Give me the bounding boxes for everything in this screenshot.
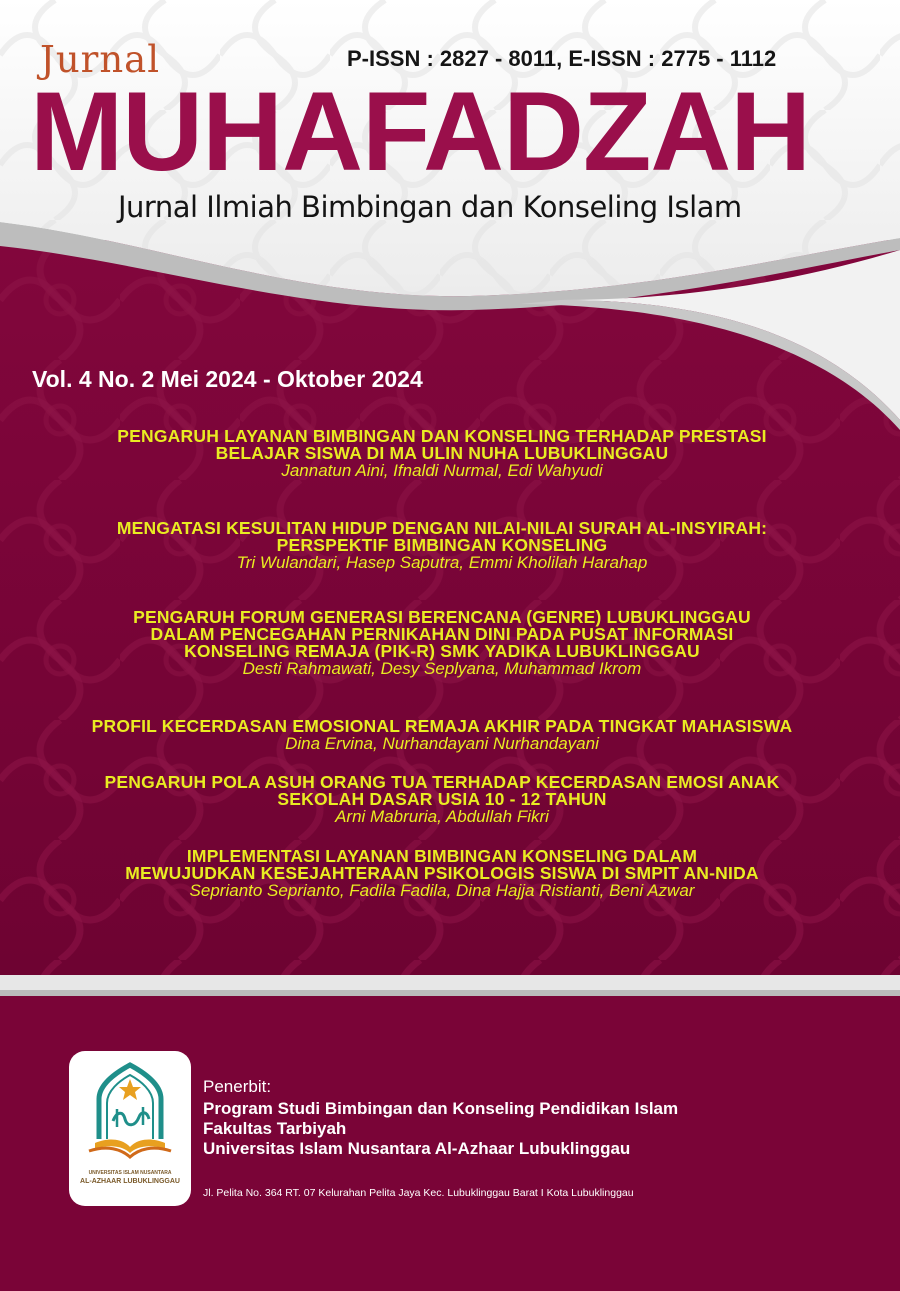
article-item	[0, 520, 884, 572]
article-authors: Tri Wulandari, Hasep Saputra, Emmi Kholilah Harahap	[236, 553, 648, 572]
publisher-label: Penerbit:	[203, 1077, 272, 1096]
jurnal-label: Jurnal	[40, 38, 161, 81]
publisher-address: Jl. Pelita No. 364 RT. 07 Kelurahan Pelita Jaya Kec. Lubuklinggau Barat I Kota Lubuklinggau	[203, 1187, 634, 1199]
publisher-faculty: Fakultas Tarbiyah	[203, 1119, 347, 1138]
publisher-program: Program Studi Bimbingan dan Konseling Pendidikan Islam	[203, 1099, 679, 1118]
volume-issue: Vol. 4 No. 2 Mei 2024 - Oktober 2024	[32, 366, 423, 392]
article-item	[0, 774, 884, 826]
mosque-logo-icon	[69, 1051, 191, 1169]
university-logo	[69, 1051, 191, 1206]
article-title: PENGARUH LAYANAN BIMBINGAN DAN KONSELING TERHADAP PRESTASI BELAJAR SISWA DI MA ULIN NUHA LUBUKLINGGAU	[117, 426, 767, 463]
article-authors: Arni Mabruria, Abdullah Fikri	[335, 807, 549, 826]
article-title: PENGARUH FORUM GENERASI BERENCANA (GENRE) LUBUKLINGGAU DALAM PENCEGAHAN PERNIKAHAN DINI PADA PUSAT INFORMASI KONSELING REMAJA (PIK-R) SMK YADIKA LUBUKLINGGAU	[133, 607, 751, 661]
article-title: MENGATASI KESULITAN HIDUP DENGAN NILAI-NILAI SURAH AL-INSYIRAH: PERSPEKTIF BIMBINGAN KONSELING	[116, 518, 768, 555]
publisher-university: Universitas Islam Nusantara Al-Azhaar Lubuklinggau	[203, 1139, 631, 1158]
article-authors: Dina Ervina, Nurhandayani Nurhandayani	[285, 734, 599, 753]
article-authors: Seprianto Seprianto, Fadila Fadila, Dina Hajja Ristianti, Beni Azwar	[189, 881, 695, 900]
journal-title: MUHAFADZAH	[30, 69, 811, 194]
article-title: PROFIL KECERDASAN EMOSIONAL REMAJA AKHIR PADA TINGKAT MAHASISWA	[91, 716, 793, 736]
article-item	[0, 428, 884, 480]
article-item	[0, 848, 884, 900]
article-item	[0, 609, 884, 678]
article-title: PENGARUH POLA ASUH ORANG TUA TERHADAP KECERDASAN EMOSI ANAK SEKOLAH DASAR USIA 10 - 12 TAHUN	[104, 772, 780, 809]
logo-caption-university: UNIVERSITAS ISLAM NUSANTARA	[88, 1170, 172, 1176]
logo-caption-azhaar: AL-AZHAAR LUBUKLINGGAU	[80, 1178, 180, 1185]
issn-numbers: P-ISSN : 2827 - 8011, E-ISSN : 2775 - 1112	[347, 46, 777, 71]
article-authors: Desti Rahmawati, Desy Seplyana, Muhammad Ikrom	[242, 659, 642, 678]
article-item	[0, 718, 884, 753]
article-title: IMPLEMENTASI LAYANAN BIMBINGAN KONSELING DALAM MEWUJUDKAN KESEJAHTERAAN PSIKOLOGIS SISWA DI SMPIT AN-NIDA	[125, 846, 759, 883]
article-authors: Jannatun Aini, Ifnaldi Nurmal, Edi Wahyudi	[281, 461, 603, 480]
journal-subtitle: Jurnal Ilmiah Bimbingan dan Konseling Islam	[118, 190, 742, 224]
